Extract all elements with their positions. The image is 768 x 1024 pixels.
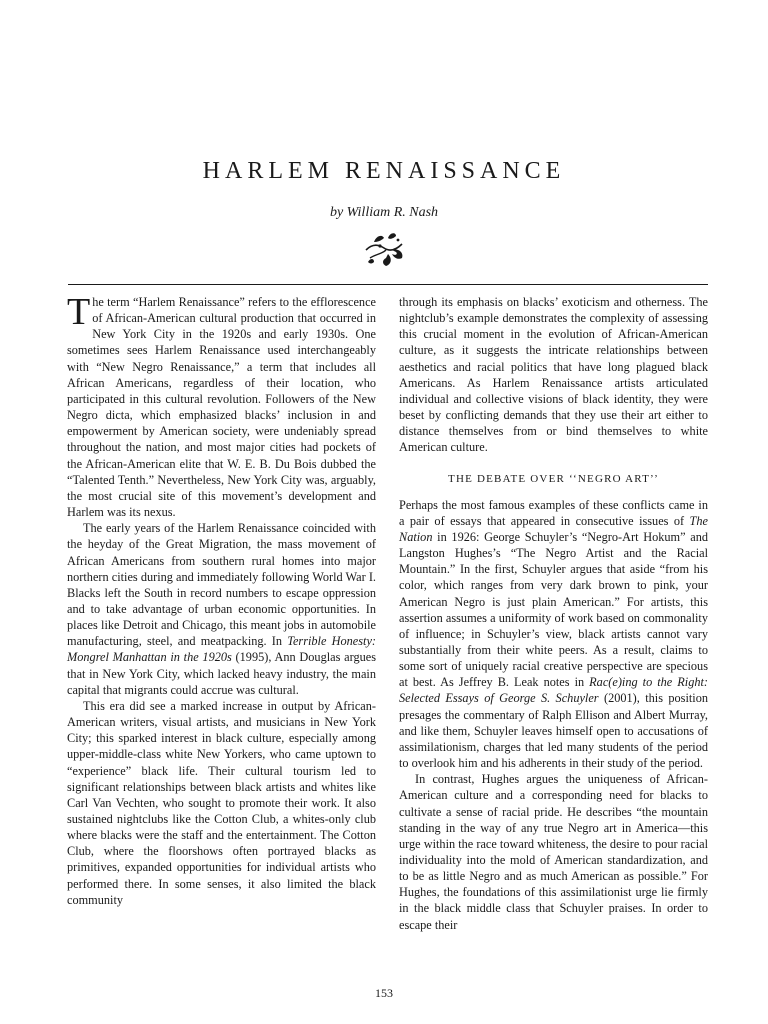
page-number: 153 — [375, 986, 393, 1000]
paragraph-text: The early years of the Harlem Renaissance coincided with the heyday of the Great Migration, the mass movement of African Americans from southern rural homes into major northern cities during and immediately following World War I. Blacks left the South in record numbers to escape oppression and to take advantage of urban economic opportunities. In places like Detroit and Chicago, this meant jobs in automobile manufacturing, steel, and meatpacking. In — [67, 521, 376, 649]
article-byline: by William R. Nash — [329, 205, 439, 220]
book-title: Rac(e)ing to the Right: Selected Essays of George S. Schuyler — [399, 675, 709, 706]
drop-cap: T — [67, 291, 91, 333]
paragraph-text: Perhaps the most famous examples of these conflicts came in a pair of essays that appeared in consecutive issues of — [399, 497, 708, 528]
body-paragraph: This era did see a marked increase in output by African-American writers, visual artists, and musicians in New York City; this sparked interest in black culture, especially among upper-middle-class white New Yorkers, who came uptown to “experience” black life. Their cultural tourism led to significant relationships between black artists and whites like Carl Van Vechten, who sought to promote their work. It also sustained nightclubs like the Cotton Club, a whites-only club where blacks were the staff and the entertainment. The Cotton Club, where the floorshows often portrayed blacks as primitives, expanded opportunities for individual artists who performed there. In some senses, it also limited the black community — [67, 698, 376, 907]
article-title: HARLEM RENAISSANCE — [202, 158, 566, 184]
right-column — [399, 294, 708, 933]
paragraph-text: (2001), this position presages the commentary of Ralph Ellison and Albert Murray, and like them, Schuyler leaves himself open to accusations of assimilationism, charges that led many students of the period to overlook him and his adherents in their study of the period. — [399, 691, 708, 771]
header-divider — [68, 284, 708, 285]
paragraph-text: he term “Harlem Renaissance” refers to the efflorescence of African-American cultural production that occurred in New York City in the 1920s and early 1930s. One sometimes sees Harlem Renaissance used interchangeably with “New Negro Renaissance,” a term that includes all African Americans, regardless of their location, who participated in this cultural revolution. Followers of the New Negro dicta, which emphasized blacks’ inclusion in and empowerment by American society, were undeniably spread throughout the nation, and most major cities had pockets of the African-American elite that W. E. B. Du Bois dubbed the “Talented Tenth.” Nevertheless, New York City was, arguably, the most crucial site of this movement’s development and Harlem was its nexus. — [67, 295, 376, 520]
floral-vine-ornament-icon — [362, 228, 408, 270]
publication-title: The Nation — [399, 513, 708, 544]
paragraph-text: (1995), Ann Douglas argues that in New York City, which lacked heavy industry, the main capital that migrants could accrue was cultural. — [67, 650, 377, 697]
body-paragraph — [399, 497, 708, 772]
left-column — [67, 291, 377, 908]
paragraph-text: in 1926: George Schuyler’s “Negro-Art Hokum” and Langston Hughes’s “The Negro Artist and the Racial Mountain.” In the first, Schuyler argues that aside “from his color, which ranges from very dark brown to pink, your American Negro is just plain American.” For artists, this assertion assumes a uniformity of work based on commonality of influence; in Schuyler’s view, black artists cannot vary substantially from their white peers. As a result, claims to some sort of uniquely racial creative perspective are specious at best. As Jeffrey B. Leak notes in — [399, 529, 708, 690]
book-title: Terrible Honesty: Mongrel Manhattan in the 1920s — [67, 634, 376, 665]
body-paragraph: through its emphasis on blacks’ exoticism and otherness. The nightclub’s example demonstrates the complexity of assessing this crucial moment in the evolution of African-American culture, as it suggests the intricate relationships between aesthetics and racial politics that have long plagued black Americans. As Harlem Renaissance artists articulated individual and collective visions of black identity, they were beset by conflicting demands that they use their art either to distance themselves from or bind themselves to white American culture. — [399, 295, 708, 455]
body-paragraph — [67, 291, 376, 520]
section-heading: THE DEBATE OVER ‘‘NEGRO ART’’ — [448, 472, 659, 485]
body-paragraph: In contrast, Hughes argues the uniqueness of African-American culture and a corresponding need for blacks to cultivate a sense of racial pride. He describes “the mountain standing in the way of any true Negro art in America—this urge within the race toward whiteness, the desire to pour racial individuality into the mold of American standardization, and to be as little Negro and as much American as possible.” For Hughes, the foundations of this assimilationist urge lie firmly in the black middle class that Schuyler praises. In order to escape their — [399, 772, 708, 932]
body-paragraph — [67, 520, 376, 698]
